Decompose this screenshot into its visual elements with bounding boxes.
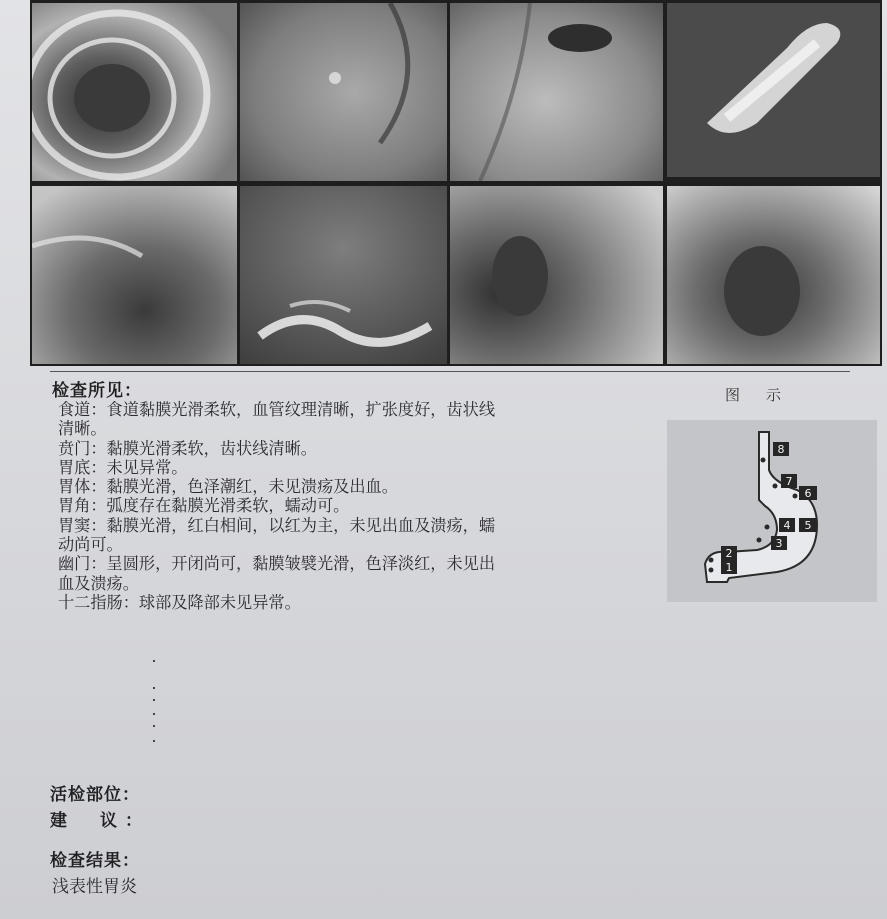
endoscopy-photo-3 — [450, 3, 663, 181]
marker-1: 1 — [725, 561, 733, 574]
biopsy-point-1 — [709, 568, 714, 573]
finding-line: 动尚可。 — [58, 535, 123, 555]
finding-line: 幽门：呈圆形，开闭尚可，黏膜皱襞光滑，色泽淡红，未见出 — [58, 554, 496, 574]
finding-line: 胃体：黏膜光滑，色泽潮红，未见溃疡及出血。 — [58, 477, 398, 497]
endoscopy-photo-1 — [32, 3, 237, 181]
endoscopy-photo-8 — [667, 186, 880, 364]
findings-text — [58, 400, 630, 612]
endoscopy-photo-5 — [32, 186, 237, 364]
biopsy-point-6 — [793, 494, 798, 499]
finding-line: 贲门：黏膜光滑柔软，齿状线清晰。 — [58, 438, 317, 458]
marker-5: 5 — [804, 519, 812, 532]
endoscopy-photo-7 — [450, 186, 663, 364]
biopsy-site-label: 活检部位： — [50, 785, 140, 805]
endoscopy-photo-grid — [30, 0, 882, 366]
biopsy-point-7 — [773, 484, 778, 489]
finding-line: 胃窦：黏膜光滑，红白相间，以红为主，未见出血及溃疡，蠕 — [58, 515, 496, 535]
finding-line: 胃角：弧度存在黏膜光滑柔软，蠕动可。 — [58, 496, 350, 516]
findings-heading: 检查所见： — [52, 381, 142, 401]
marker-8: 8 — [777, 443, 785, 456]
figure-title: 图示 — [725, 386, 808, 404]
advice-label: 建 议： — [50, 811, 150, 831]
finding-line: 食道：食道黏膜光滑柔软，血管纹理清晰，扩张度好，齿状线 — [58, 400, 496, 419]
stomach-diagram — [667, 420, 877, 602]
biopsy-point-3 — [757, 538, 762, 543]
marker-6: 6 — [804, 487, 812, 500]
finding-line: 十二指肠：球部及降部未见异常。 — [58, 592, 301, 612]
marker-4: 4 — [783, 519, 791, 532]
scan-dots — [150, 655, 162, 745]
biopsy-point-8 — [761, 458, 766, 463]
finding-line: 血及溃疡。 — [58, 573, 139, 593]
marker-3: 3 — [775, 537, 783, 550]
divider-line — [50, 371, 850, 372]
endoscopy-photo-4 — [667, 3, 880, 177]
finding-line: 胃底：未见异常。 — [58, 457, 188, 477]
result-label: 检查结果： — [50, 851, 140, 871]
endoscopy-photo-2 — [240, 3, 447, 181]
finding-line: 清晰。 — [58, 419, 107, 439]
marker-2: 2 — [725, 547, 733, 560]
marker-7: 7 — [785, 475, 793, 488]
biopsy-point-2 — [709, 558, 714, 563]
result-value: 浅表性胃炎 — [52, 877, 137, 897]
endoscopy-photo-6 — [240, 186, 447, 364]
biopsy-point-4 — [765, 525, 770, 530]
